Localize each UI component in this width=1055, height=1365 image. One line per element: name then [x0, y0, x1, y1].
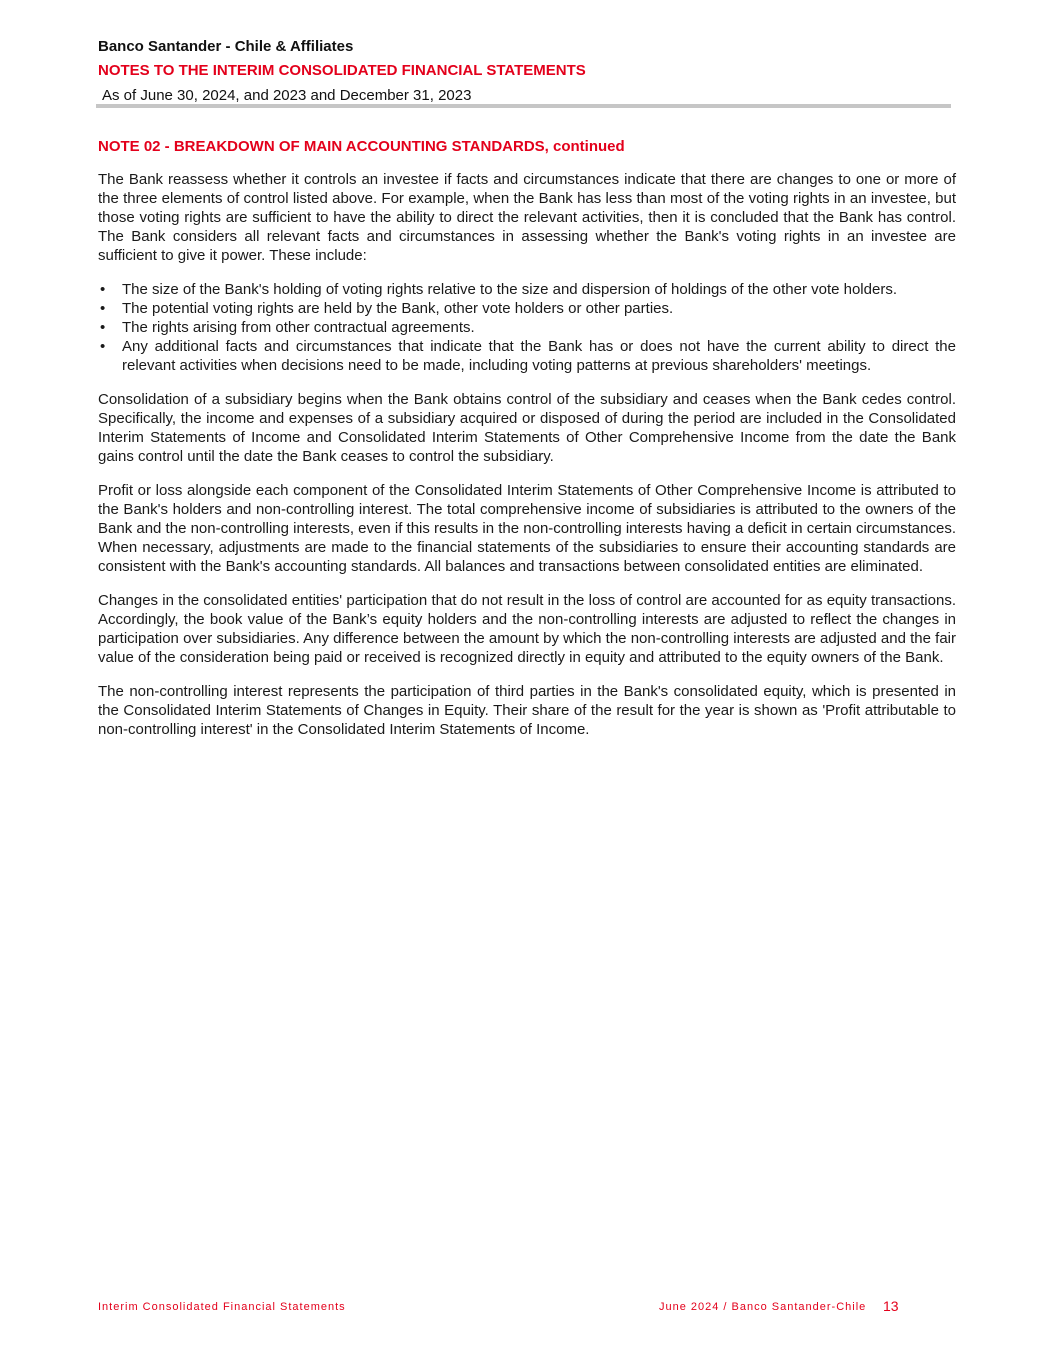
list-item: • The rights arising from other contractual agreements. — [98, 318, 956, 337]
list-item: • Any additional facts and circumstances that indicate that the Bank has or does not have the current ability to direct the relevant activities when decisions need to be made, including voting patterns at previous shareholders' meetings. — [98, 337, 956, 375]
note-heading: NOTE 02 - BREAKDOWN OF MAIN ACCOUNTING STANDARDS, continued — [98, 138, 625, 155]
page-number: 13 — [883, 1298, 899, 1314]
participation-changes-paragraph: Changes in the consolidated entities' participation that do not result in the loss of control are accounted for as equity transactions. Accordingly, the book value of the Bank’s equity holders and the non-controlling interests are adjusted to reflect the changes in participation over subsidiaries. Any difference between the amount by which the non-controlling interests are adjusted and the fair value of the consideration being paid or received is recognized directly in equity and attributed to the equity owners of the Bank. — [98, 592, 956, 666]
profit-loss-paragraph: Profit or loss alongside each component of the Consolidated Interim Statements of Other Comprehensive Income is attributed to the Bank's holders and non-controlling interest. The total comprehensive income of subsidiaries is attributed to the owners of the Bank and the non-controlling interests, even if this results in the non-controlling interests having a deficit in certain circumstances. When necessary, adjustments are made to the financial statements of the subsidiaries to ensure their accounting standards are consistent with the Bank's accounting standards. All balances and transactions between consolidated entities are eliminated. — [98, 482, 956, 575]
list-item: • The potential voting rights are held by the Bank, other vote holders or other parties. — [98, 299, 956, 318]
as-of-date: As of June 30, 2024, and 2023 and December 31, 2023 — [102, 87, 472, 104]
control-factors-list — [98, 280, 956, 375]
consolidation-paragraph: Consolidation of a subsidiary begins when the Bank obtains control of the subsidiary and ceases when the Bank cedes control. Specifically, the income and expenses of a subsidiary acquired or disposed of during the period are included in the Consolidated Interim Statements of Income and Consolidated Interim Statements of Other Comprehensive Income from the date the Bank gains control until the date the Bank ceases to control the subsidiary. — [98, 391, 956, 465]
non-controlling-interest-paragraph: The non-controlling interest represents the participation of third parties in the Bank's consolidated equity, which is presented in the Consolidated Interim Statements of Changes in Equity. Their share of the result for the year is shown as 'Profit attributable to non-controlling interest' in the Consolidated Interim Statements of Income. — [98, 683, 956, 738]
page-header — [98, 36, 951, 108]
list-item: • The size of the Bank's holding of voting rights relative to the size and dispersion of holdings of the other vote holders. — [98, 280, 956, 299]
footer-date-publisher: June 2024 / Banco Santander-Chile — [659, 1301, 867, 1313]
notes-title: NOTES TO THE INTERIM CONSOLIDATED FINANCIAL STATEMENTS — [98, 62, 586, 79]
company-name: Banco Santander - Chile & Affiliates — [98, 38, 354, 55]
intro-paragraph: The Bank reassess whether it controls an investee if facts and circumstances indicate that there are changes to one or more of the three elements of control listed above. For example, when the Bank has less than most of the voting rights in an investee, but those voting rights are sufficient to have the ability to direct the relevant activities, then it is concluded that the Bank has control. The Bank considers all relevant facts and circumstances in assessing whether the Bank's voting rights in an investee are sufficient to give it power. These include: — [98, 171, 956, 264]
header-divider — [96, 104, 951, 108]
note-body — [98, 136, 956, 754]
footer-document-title: Interim Consolidated Financial Statements — [98, 1301, 346, 1313]
